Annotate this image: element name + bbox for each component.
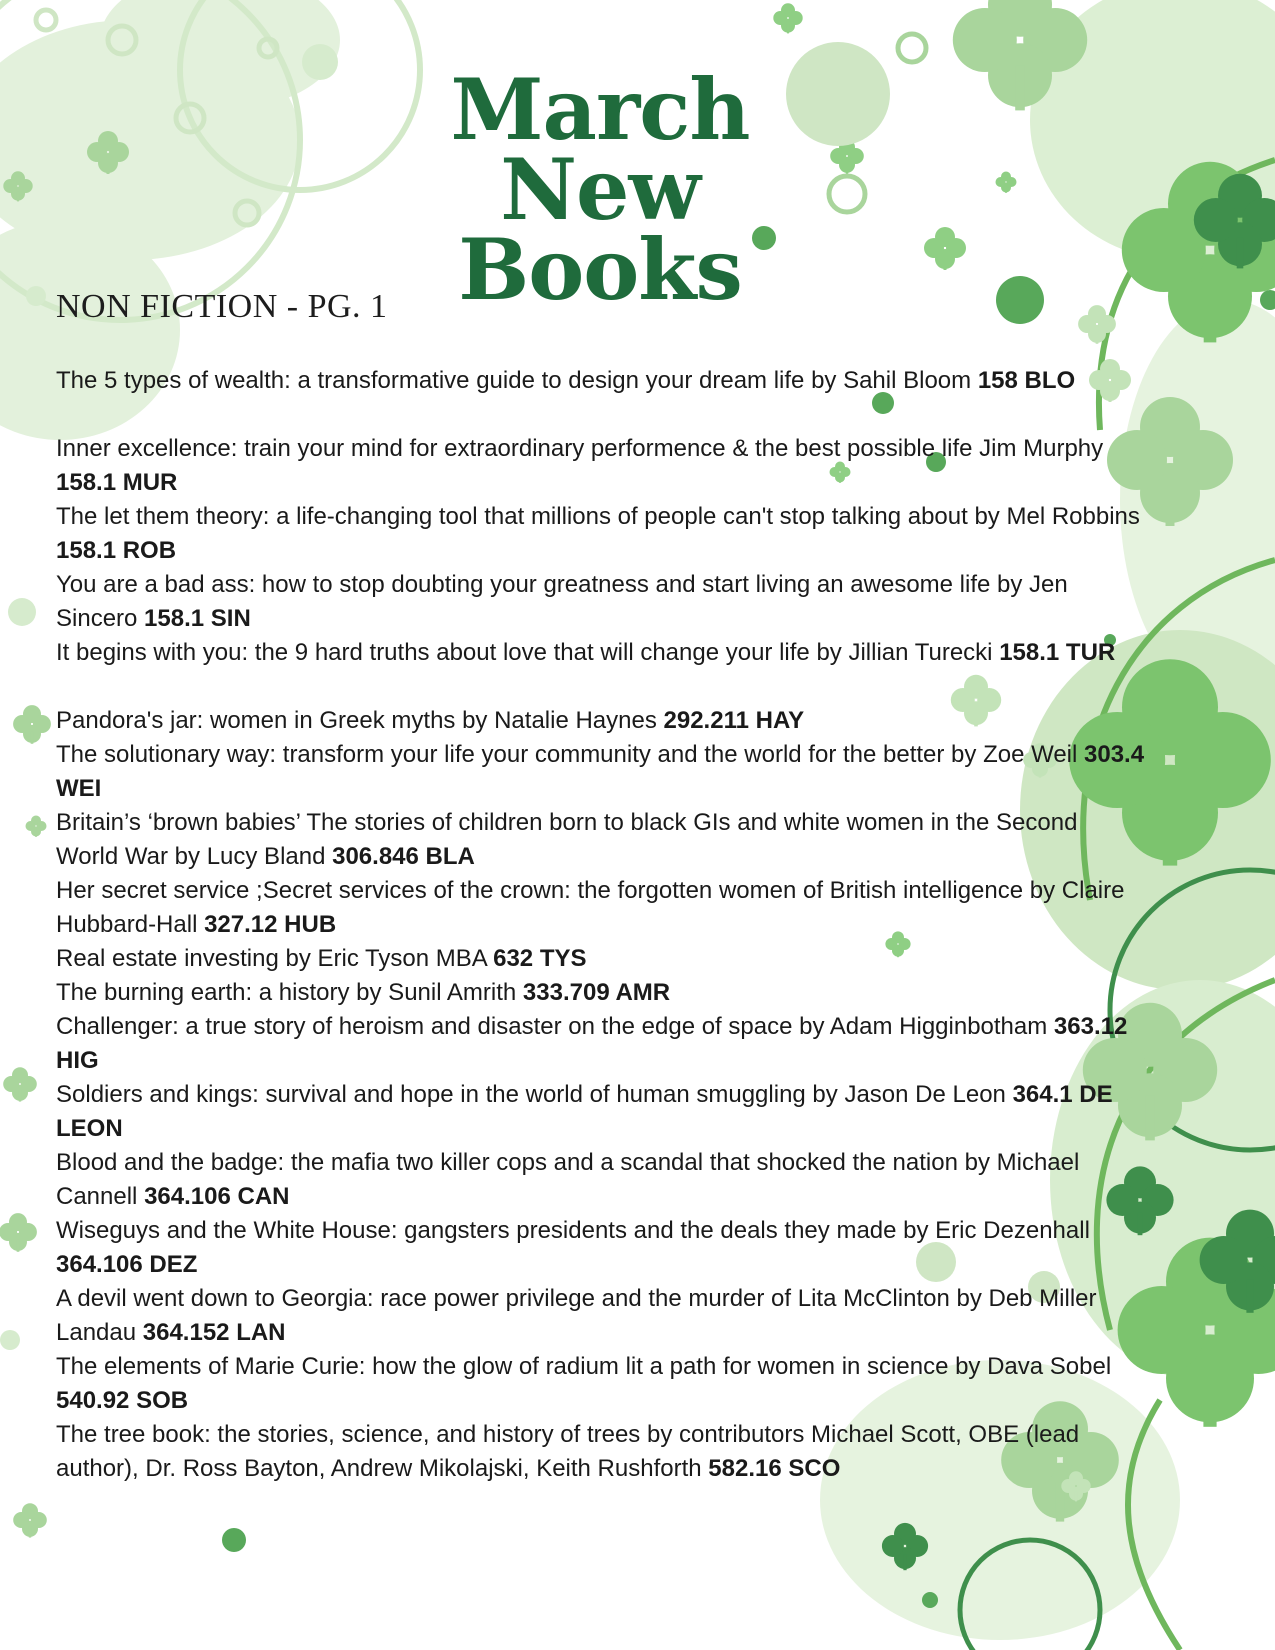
- book-entry: [56, 364, 1146, 432]
- book-title-author: Her secret service ;Secret services of the crown: the forgotten women of British intelligence by Claire Hubbard-Hall: [56, 877, 1125, 938]
- book-entry: [56, 1350, 1146, 1418]
- book-title-author: Britain’s ‘brown babies’ The stories of children born to black GIs and white women in the Second World War by Lucy Bland: [56, 809, 1078, 870]
- call-number: 158.1 MUR: [56, 469, 178, 496]
- page-title-line2: Books: [458, 220, 742, 319]
- call-number: 363.12 HIG: [56, 1013, 1128, 1074]
- book-title-author: A devil went down to Georgia: race power privilege and the murder of Lita McClinton by Deb Miller Landau: [56, 1285, 1097, 1346]
- call-number: 582.16 SCO: [708, 1455, 841, 1482]
- book-entry: [56, 874, 1146, 942]
- book-entry: [56, 1418, 1146, 1486]
- call-number: 327.12 HUB: [204, 911, 337, 938]
- book-entry: [56, 976, 1146, 1010]
- book-entry: [56, 500, 1146, 568]
- call-number: 364.1 DE LEON: [56, 1081, 1113, 1142]
- book-title-author: The elements of Marie Curie: how the glow of radium lit a path for women in science by Dava Sobel: [56, 1353, 1112, 1380]
- book-title-author: It begins with you: the 9 hard truths about love that will change your life by Jillian Turecki: [56, 639, 993, 666]
- call-number: 333.709 AMR: [522, 979, 671, 1006]
- call-number: 632 TYS: [493, 945, 587, 972]
- call-number: 158 BLO: [977, 367, 1076, 394]
- book-entry: [56, 1214, 1146, 1282]
- call-number: 364.152 LAN: [142, 1319, 286, 1346]
- call-number: 292.211 HAY: [663, 707, 805, 734]
- book-list: [56, 364, 1146, 1486]
- call-number: 364.106 DEZ: [56, 1251, 198, 1278]
- book-entry: [56, 806, 1146, 874]
- book-entry: [56, 738, 1146, 806]
- call-number: 540.92 SOB: [56, 1387, 189, 1414]
- book-title-author: Challenger: a true story of heroism and disaster on the edge of space by Adam Higginbotham: [56, 1013, 1048, 1040]
- call-number: 303.4 WEI: [56, 741, 1145, 802]
- book-title-author: The tree book: the stories, science, and history of trees by contributors Michael Scott, OBE (lead author), Dr. Ross Bayton, Andrew Mikolajski, Keith Rushforth: [56, 1421, 1080, 1482]
- book-title-author: Blood and the badge: the mafia two killer cops and a scandal that shocked the nation by Michael Cannell: [56, 1149, 1080, 1210]
- book-entry: [56, 568, 1146, 636]
- call-number: 158.1 SIN: [144, 605, 251, 632]
- book-title-author: The burning earth: a history by Sunil Amrith: [56, 979, 517, 1006]
- call-number: 364.106 CAN: [144, 1183, 290, 1210]
- call-number: 158.1 ROB: [56, 537, 177, 564]
- book-entry: [56, 1078, 1146, 1146]
- section-heading: NON FICTION - PG. 1: [56, 288, 388, 325]
- book-title-author: Inner excellence: train your mind for extraordinary performence & the best possible life Jim Murphy: [56, 435, 1104, 462]
- book-title-author: Soldiers and kings: survival and hope in the world of human smuggling by Jason De Leon: [56, 1081, 1006, 1108]
- book-entry: [56, 432, 1146, 500]
- book-entry: [56, 636, 1146, 704]
- book-entry: [56, 1146, 1146, 1214]
- book-entry: [56, 942, 1146, 976]
- call-number: 158.1 TUR: [999, 639, 1116, 666]
- book-title-author: The let them theory: a life-changing tool that millions of people can't stop talking about by Mel Robbins: [56, 503, 1140, 530]
- page-title: [360, 60, 840, 319]
- book-entry: [56, 1010, 1146, 1078]
- book-title-author: You are a bad ass: how to stop doubting your greatness and start living an awesome life by Jen Sincero: [56, 571, 1068, 632]
- book-title-author: Real estate investing by Eric Tyson MBA: [56, 945, 487, 972]
- book-title-author: The solutionary way: transform your life your community and the world for the better by Zoe Weil: [56, 741, 1078, 768]
- book-title-author: Wiseguys and the White House: gangsters presidents and the deals they made by Eric Dezenhall: [56, 1217, 1090, 1244]
- call-number: 306.846 BLA: [332, 843, 475, 870]
- book-entry: [56, 1282, 1146, 1350]
- book-title-author: Pandora's jar: women in Greek myths by Natalie Haynes: [56, 707, 657, 734]
- book-title-author: The 5 types of wealth: a transformative guide to design your dream life by Sahil Bloom: [56, 367, 972, 394]
- page-title-line1: March New: [450, 60, 750, 239]
- book-entry: [56, 704, 1146, 738]
